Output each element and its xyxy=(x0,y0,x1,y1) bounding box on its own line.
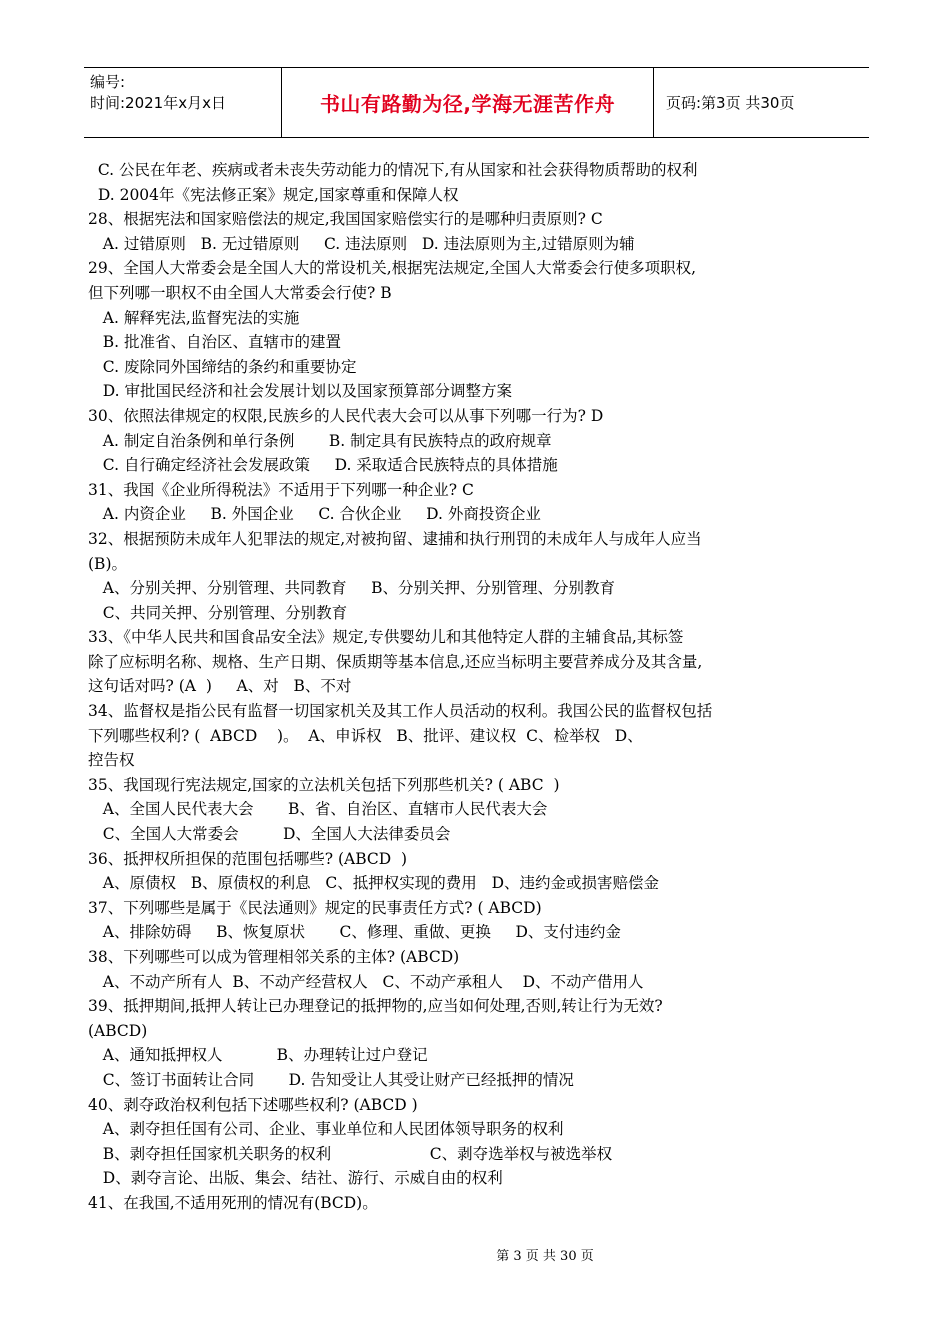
text-line: 30、依照法律规定的权限,民族乡的人民代表大会可以从事下列哪一行为? D xyxy=(88,406,604,425)
page-header xyxy=(84,67,869,138)
text-line: C. 公民在年老、疾病或者未丧失劳动能力的情况下,有从国家和社会获得物质帮助的权利 xyxy=(88,161,698,179)
text-line: A. 过错原则 B. 无过错原则 C. 违法原则 D. 违法原则为主,过错原则为辅 xyxy=(88,234,635,253)
text-line: D、剥夺言论、出版、集会、结社、游行、示威自由的权利 xyxy=(88,1169,503,1188)
text-line: 这句话对吗? (A ) A、对 B、不对 xyxy=(88,677,352,696)
text-line: C. 废除同外国缔结的条约和重要协定 xyxy=(88,357,357,376)
text-line: A、排除妨碍 B、恢复原状 C、修理、重做、更换 D、支付违约金 xyxy=(88,923,621,942)
document-body xyxy=(88,158,878,1216)
text-line: A. 解释宪法,监督宪法的实施 xyxy=(88,308,300,327)
text-line: (ABCD) xyxy=(88,1021,148,1040)
text-line: 31、我国《企业所得税法》不适用于下列哪一种企业? C xyxy=(88,480,474,499)
text-line: A. 制定自治条例和单行条例 B. 制定具有民族特点的政府规章 xyxy=(88,431,552,450)
text-line: 38、下列哪些可以成为管理相邻关系的主体? (ABCD) xyxy=(88,948,460,966)
text-line: 36、抵押权所担保的范围包括哪些? (ABCD ) xyxy=(88,849,408,868)
text-line: C. 自行确定经济社会发展政策 D. 采取适合民族特点的具体措施 xyxy=(88,456,558,475)
document-date: 时间:2021年x月x日 xyxy=(90,94,226,112)
text-line: D. 2004年《宪法修正案》规定,国家尊重和保障人权 xyxy=(88,185,459,204)
text-line: 下列哪些权利? ( ABCD )。 A、申诉权 B、批评、建议权 C、检举权 D、 xyxy=(88,726,643,745)
text-line: 40、剥夺政治权利包括下述哪些权利? (ABCD ) xyxy=(88,1095,418,1114)
text-line: 除了应标明名称、规格、生产日期、保质期等基本信息,还应当标明主要营养成分及其含量, xyxy=(88,652,703,671)
text-line: A、原债权 B、原债权的利息 C、抵押权实现的费用 D、违约金或损害赔偿金 xyxy=(88,874,659,893)
text-line: A、不动产所有人 B、不动产经营权人 C、不动产承租人 D、不动产借用人 xyxy=(88,972,644,991)
text-line: A、剥夺担任国有公司、企业、事业单位和人民团体领导职务的权利 xyxy=(88,1120,564,1139)
text-line: A、分别关押、分别管理、共同教育 B、分别关押、分别管理、分别教育 xyxy=(88,579,616,598)
text-line: (B)。 xyxy=(88,554,127,573)
text-line: C、签订书面转让合同 D. 告知受让人其受让财产已经抵押的情况 xyxy=(88,1070,574,1089)
text-line: D. 审批国民经济和社会发展计划以及国家预算部分调整方案 xyxy=(88,382,513,401)
text-line: A. 内资企业 B. 外国企业 C. 合伙企业 D. 外商投资企业 xyxy=(88,505,541,524)
header-slogan: 书山有路勤为径,学海无涯苦作舟 xyxy=(282,68,654,137)
text-line: 41、在我国,不适用死刑的情况有(BCD)。 xyxy=(88,1193,378,1212)
text-line: 34、监督权是指公民有监督一切国家机关及其工作人员活动的权利。我国公民的监督权包括 xyxy=(88,702,713,721)
text-line: C、全国人大常委会 D、全国人大法律委员会 xyxy=(88,825,451,844)
text-line: 28、根据宪法和国家赔偿法的规定,我国国家赔偿实行的是哪种归责原则? C xyxy=(88,210,603,229)
text-line: 但下列哪一职权不由全国人大常委会行使? B xyxy=(88,283,392,302)
text-line: A、通知抵押权人 B、办理转让过户登记 xyxy=(88,1046,428,1065)
text-line: 控告权 xyxy=(88,751,135,770)
text-line: 39、抵押期间,抵押人转让已办理登记的抵押物的,应当如何处理,否则,转让行为无效? xyxy=(88,997,663,1016)
header-page-number: 页码:第3页 共30页 xyxy=(666,94,795,112)
text-line: A、全国人民代表大会 B、省、自治区、直辖市人民代表大会 xyxy=(88,800,548,819)
text-line: 33、《中华人民共和国食品安全法》规定,专供婴幼儿和其他特定人群的主辅食品,其标签 xyxy=(88,628,684,647)
text-line: B、剥夺担任国家机关职务的权利 C、剥夺选举权与被选举权 xyxy=(88,1144,613,1163)
text-line: 37、下列哪些是属于《民法通则》规定的民事责任方式? ( ABCD) xyxy=(88,898,542,917)
text-line: 29、全国人大常委会是全国人大的常设机关,根据宪法规定,全国人大常委会行使多项职权, xyxy=(88,259,697,278)
text-line: 32、根据预防未成年人犯罪法的规定,对被拘留、逮捕和执行刑罚的未成年人与成年人应当 xyxy=(88,529,702,548)
text-line: C、共同关押、分别管理、分别教育 xyxy=(88,603,348,622)
page-footer: 第 3 页 共 30 页 xyxy=(496,1249,594,1264)
document-number-label: 编号: xyxy=(90,73,126,91)
header-meta xyxy=(84,68,282,137)
text-line: 35、我国现行宪法规定,国家的立法机关包括下列那些机关? ( ABC ) xyxy=(88,775,560,794)
text-line: B. 批准省、自治区、直辖市的建置 xyxy=(88,333,342,352)
